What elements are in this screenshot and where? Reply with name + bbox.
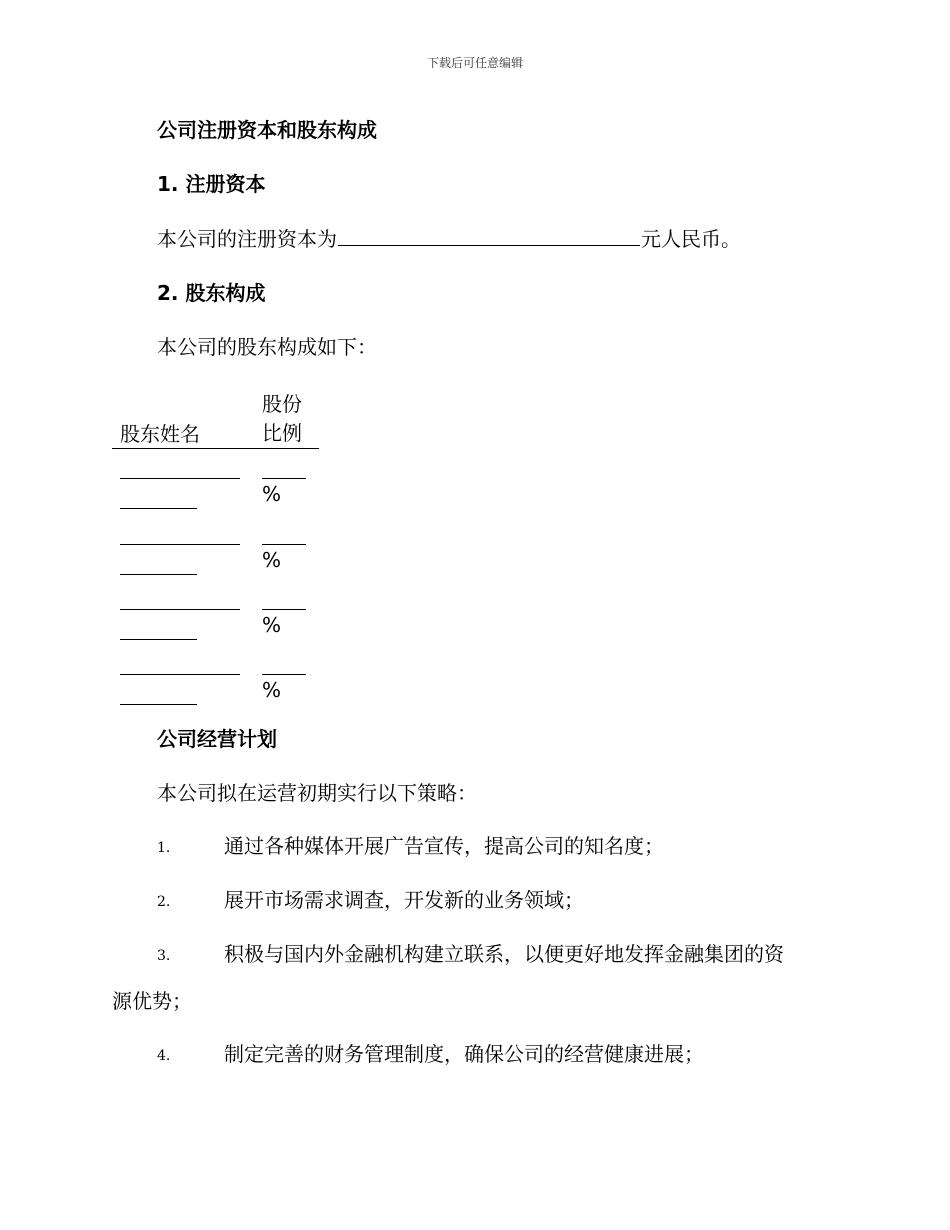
shareholder-row	[112, 593, 332, 655]
capital-text-before: 本公司的注册资本为	[157, 227, 337, 251]
capital-heading: 1. 注册资本	[157, 172, 266, 196]
name-blank-line1[interactable]	[120, 674, 240, 675]
shareholder-table-header	[112, 390, 319, 449]
shareholders-intro: 本公司的股东构成如下：	[157, 335, 377, 359]
ratio-blank[interactable]	[262, 478, 306, 479]
name-blank-line2[interactable]	[120, 639, 197, 640]
list-item-number: 3.	[157, 948, 171, 964]
name-blank-line1[interactable]	[120, 478, 240, 479]
ratio-blank[interactable]	[262, 544, 306, 545]
percent-sign: %	[262, 613, 282, 637]
column-header-ratio-line2: 比例	[262, 421, 302, 445]
percent-sign: %	[262, 548, 282, 572]
plan-intro: 本公司拟在运营初期实行以下策略：	[157, 781, 477, 805]
plan-heading: 公司经营计划	[157, 727, 277, 751]
name-blank-line2[interactable]	[120, 704, 197, 705]
shareholder-row	[112, 462, 332, 524]
list-item-number: 2.	[157, 894, 171, 910]
ratio-blank[interactable]	[262, 674, 306, 675]
list-item-number: 4.	[157, 1048, 171, 1064]
percent-sign: %	[262, 678, 282, 702]
shareholder-row	[112, 528, 332, 590]
column-header-ratio	[262, 390, 312, 448]
shareholders-heading: 2. 股东构成	[157, 281, 266, 305]
name-blank-line2[interactable]	[120, 508, 197, 509]
column-header-ratio-line1: 股份	[262, 392, 302, 416]
column-header-name: 股东姓名	[120, 422, 200, 446]
capital-statement	[157, 225, 741, 253]
name-blank-line1[interactable]	[120, 609, 240, 610]
percent-sign: %	[262, 482, 282, 506]
list-item-text: 通过各种媒体开展广告宣传，提高公司的知名度；	[224, 834, 664, 858]
capital-text-after: 元人民币。	[641, 227, 741, 251]
shareholder-row	[112, 658, 332, 720]
list-item-text: 展开市场需求调查，开发新的业务领域；	[224, 888, 584, 912]
list-item-text-continuation: 源优势；	[112, 989, 192, 1013]
name-blank-line1[interactable]	[120, 544, 240, 545]
list-item-number: 1.	[157, 840, 171, 856]
name-blank-line2[interactable]	[120, 574, 197, 575]
section-title: 公司注册资本和股东构成	[157, 118, 377, 142]
ratio-blank[interactable]	[262, 609, 306, 610]
page-header-note: 下载后可任意编辑	[426, 56, 523, 70]
list-item-text: 积极与国内外金融机构建立联系，以便更好地发挥金融集团的资	[224, 942, 784, 966]
list-item-text: 制定完善的财务管理制度，确保公司的经营健康进展；	[224, 1042, 704, 1066]
capital-amount-blank[interactable]	[338, 225, 640, 246]
